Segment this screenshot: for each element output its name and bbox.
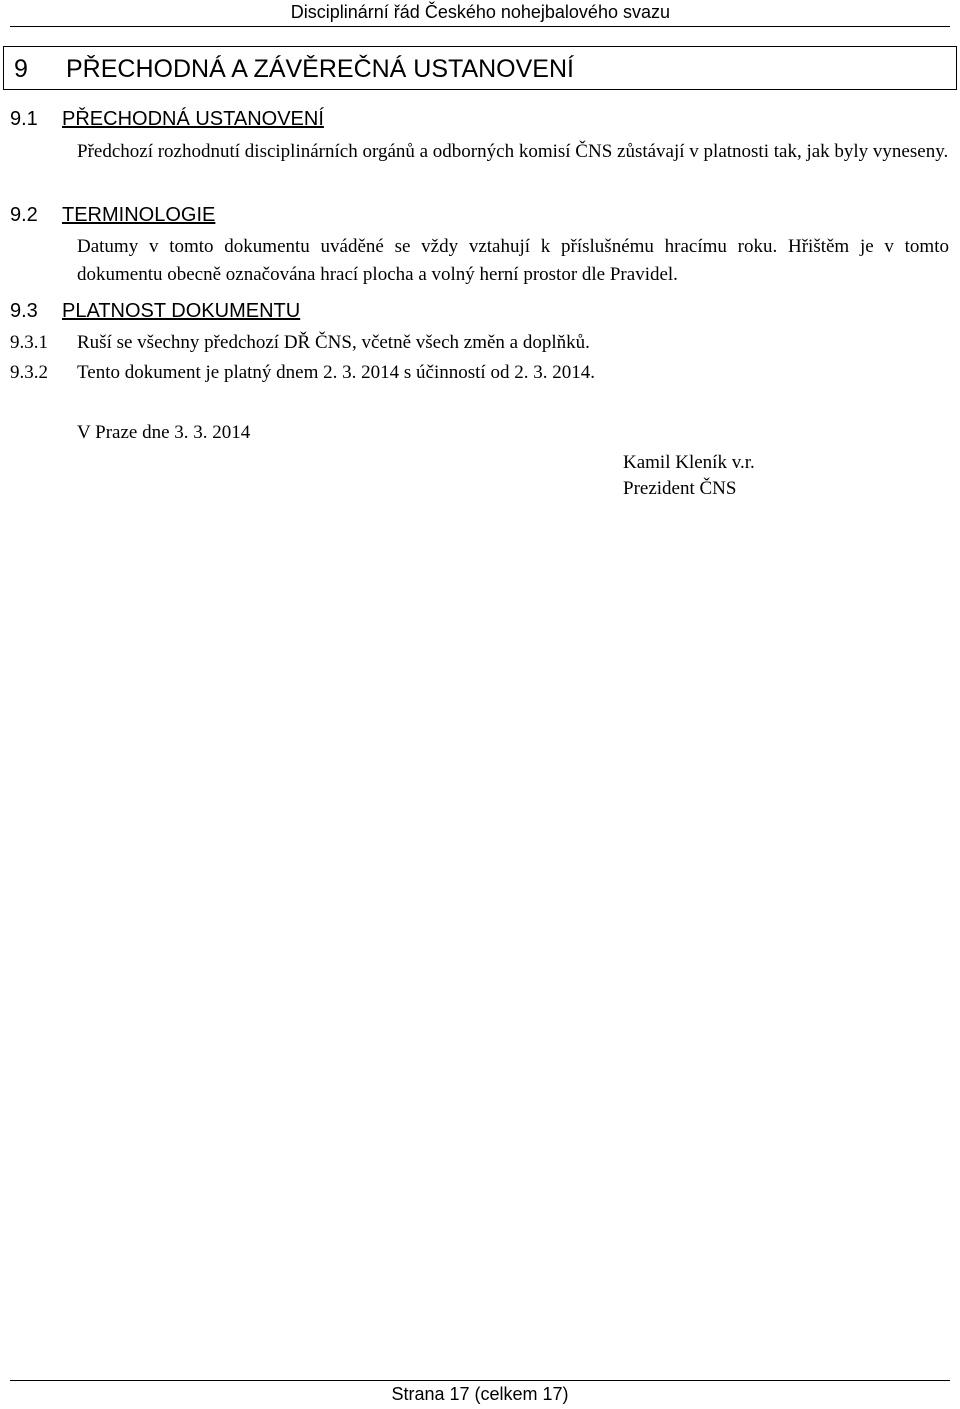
section-heading-9-3 xyxy=(10,300,300,323)
section-title: PŘECHODNÁ USTANOVENÍ xyxy=(62,108,324,130)
chapter-title: PŘECHODNÁ A ZÁVĚREČNÁ USTANOVENÍ xyxy=(66,55,574,83)
place-and-date: V Praze dne 3. 3. 2014 xyxy=(77,422,251,443)
header-divider xyxy=(10,26,950,27)
chapter-heading xyxy=(3,46,957,90)
section-number: 9.2 xyxy=(10,204,38,226)
document-header-title: Disciplinární řád Českého nohejbalového svazu xyxy=(290,2,670,22)
section-title: PLATNOST DOKUMENTU xyxy=(62,300,301,322)
list-item-9-3-2 xyxy=(10,362,595,384)
chapter-number: 9 xyxy=(14,55,28,83)
page-number: Strana 17 (celkem 17) xyxy=(391,1384,569,1404)
footer-divider xyxy=(10,1380,950,1381)
item-number: 9.3.1 xyxy=(10,332,48,353)
section-number: 9.3 xyxy=(10,300,38,322)
signatory-role: Prezident ČNS xyxy=(623,478,737,499)
section-title: TERMINOLOGIE xyxy=(62,204,216,226)
item-number: 9.3.2 xyxy=(10,362,48,383)
item-text: Ruší se všechny předchozí DŘ ČNS, včetně všech změn a doplňků. xyxy=(77,332,590,353)
section-heading-9-2 xyxy=(10,204,215,227)
section-heading-9-1 xyxy=(10,108,324,131)
item-text: Tento dokument je platný dnem 2. 3. 2014 s účinností od 2. 3. 2014. xyxy=(77,362,595,383)
section-number: 9.1 xyxy=(10,108,38,130)
section-paragraph-9-2: Datumy v tomto dokumentu uváděné se vždy vztahují k příslušnému hracímu roku. Hřištěm je v tomto dokumentu obecně označována hrací plocha a volný herní prostor dle Pravidel. xyxy=(77,236,949,285)
signatory-name: Kamil Kleník v.r. xyxy=(623,452,755,473)
list-item-9-3-1 xyxy=(10,332,590,354)
section-paragraph-9-1: Předchozí rozhodnutí disciplinárních orgánů a odborných komisí ČNS zůstávají v platnosti tak, jak byly vyneseny. xyxy=(77,141,949,162)
